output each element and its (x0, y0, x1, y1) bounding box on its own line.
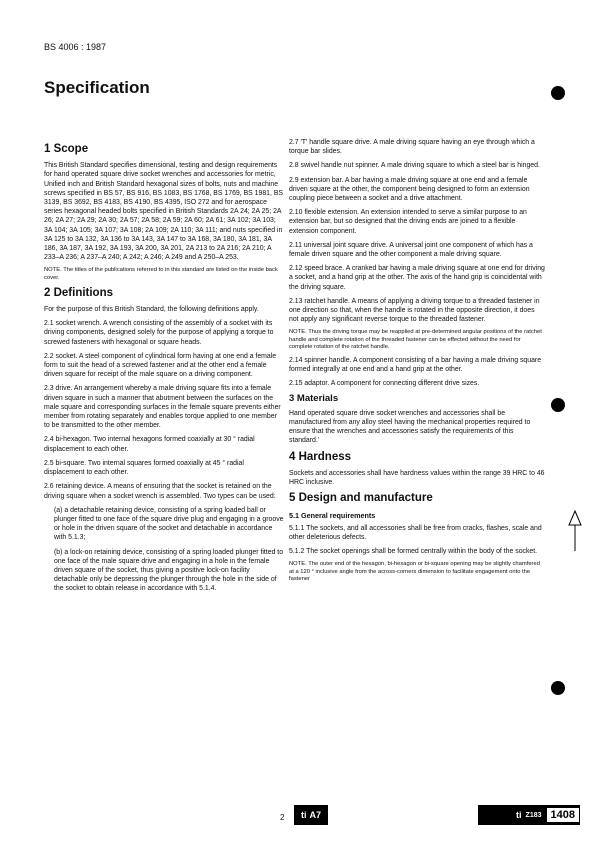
ti-logo-icon: ti (300, 810, 307, 820)
definition-2-6-a: (a) a detachable retaining device, consisting of a spring loaded ball or plunger fitted to one face of the square drive plug and engaging in a groove or hole in the driven square of the socket and detachable in accordance with 5.1.3; (54, 506, 284, 542)
left-column (44, 138, 284, 599)
definition-2-11: 2.11 universal joint square drive. A universal joint one component of which has a female driven square and the other component a male driving square. (289, 241, 533, 259)
definition-2-8: 2.8 swivel handle nut spinner. A male driving square to which a steel bar is hinged. (289, 162, 540, 170)
definition-2-3: 2.3 drive. An arrangement whereby a male driving square fits into a female driven square in such a manner that abutment between the surfaces on the male square and corresponding surfaces in the female square prevents either member from rotating separately and enables torque applied to one member to be transmitted to the other member. (44, 385, 281, 430)
page-title: Specification (44, 78, 150, 97)
badge-b-code: Z183 (525, 811, 542, 819)
materials-heading: 3 Materials (289, 392, 339, 404)
definition-2-13-note: NOTE. Thus the driving torque may be reapplied at pre-determined angular positions of the ratchet handle and complete rotation of the threaded fastener can be effected without the need for complete rotation of the ratchet handle. (289, 329, 542, 350)
page-number: 2 (280, 813, 285, 822)
definitions-heading: 2 Definitions (44, 286, 114, 299)
margin-dot-top (551, 86, 565, 100)
clause-5-1-2-note: NOTE. The outer end of the hexagon, bi-hexagon or bi-square opening may be slightly chamfered at a 120 ° inclusive angle from the across-corners dimension to facilitate engagement onto the fastener (289, 561, 540, 582)
margin-dot-middle (551, 398, 565, 412)
definition-2-15: 2.15 adaptor. A component for connecting different drive sizes. (289, 380, 480, 388)
clause-5-1-2: 5.1.2 The socket openings shall be formed centrally within the body of the socket. (289, 548, 538, 556)
general-requirements-heading: 5.1 General requirements (289, 510, 376, 520)
definitions-intro: For the purpose of this British Standard, the following definitions apply. (44, 306, 259, 314)
definition-2-14: 2.14 spinner handle. A component consisting of a bar having a male driving square formed integrally at one end and a hand grip at the other. (289, 357, 542, 374)
ti-logo-icon: ti (516, 810, 522, 820)
revision-marker-icon (567, 509, 583, 553)
scope-note: NOTE. The titles of the publications referred to in this standard are listed on the inside back cover. (44, 267, 278, 281)
definition-2-13: 2.13 ratchet handle. A means of applying a driving torque to a threaded fastener in one direction so that, when the handle is rotated in the opposite direction, it does not apply any significant reverse torque to the threaded fastener. (289, 297, 540, 324)
definition-2-10: 2.10 flexible extension. An extension intended to serve a similar purpose to an extension bar, but so designed that the driving ends are joined to a flexible extension component. (289, 209, 527, 235)
scope-heading: 1 Scope (44, 143, 89, 155)
badge-b-number: 1408 (546, 807, 580, 823)
design-heading: 5 Design and manufacture (289, 492, 433, 505)
margin-dot-bottom (551, 681, 565, 695)
definition-2-9: 2.9 extension bar. A bar having a male driving square at one end and a female driven square at the other, the component being designed to form an extension coupling piece between a socket and a drive attachment. (289, 176, 530, 203)
hardness-paragraph: Sockets and accessories shall have hardness values within the range 39 HRC to 46 HRC inclusive. (289, 469, 545, 487)
definition-2-1: 2.1 socket wrench. A wrench consisting of the assembly of a socket with its driving components, designed solely for the purpose of applying a torque to screwed fasteners with hexagonal or square heads. (44, 320, 274, 346)
publisher-badge-b (478, 805, 580, 825)
definition-2-5: 2.5 bi-square. Two internal squares formed coaxially at 45 ° radial displacement to each other. (44, 459, 244, 477)
clause-5-1-1: 5.1.1 The sockets, and all accessories shall be free from cracks, flashes, scale and other deleterious defects. (289, 524, 542, 541)
publisher-badge-a (294, 805, 328, 825)
right-column (289, 138, 545, 588)
definition-2-6: 2.6 retaining device. A means of ensuring that the socket is retained on the driving square when a socket wrench is assembled. Two types can be used: (44, 483, 276, 500)
scope-paragraph: This British Standard specifies dimensional, testing and design requirements for hand operated square drive socket wrenches and accessories for metric, Unified inch and British Standard hexagonal sizes of bolts, nuts and machine screws specified in BS 57, BS 916, BS 1083, BS 1768, BS 1769, BS 1981, BS 3139, BS 3692, BS 4183, BS 4190, BS 4395, ISO 272 and for aerospace series hexagonal headed bolts specified in British Standards 2A 24; 2A 25; 2A 26; 2A 27; 2A 29; 2A 30; 2A 57; 2A 58; 2A 59; 2A 60; 2A 61; 3A 102; 3A 103; 3A 104; 3A 105; 3A 107; 3A 108; 2A 109; 2A 110; 3A 111; and nuts specified in 3A 125 to 3A 132, 3A 136 to 3A 143, 3A 147 to 3A 168, 3A 180, 3A 181, 3A 186, 3A 187, 3A 192, 3A 193, 3A 200, 3A 201, 2A 213 to 2A 216; 2A 210; A 233–A 236; A 237–A 240; A 242; A 246; A 249 and A 250–A 253. (44, 162, 284, 262)
badge-a-label: A7 (309, 810, 321, 820)
definition-2-2: 2.2 socket. A steel component of cylindrical form having at one end a female form to suit the head of a screwed fastener and at the other end a female driven square for receipt of the male square on a driving component. (44, 352, 277, 379)
definition-2-4: 2.4 bi-hexagon. Two internal hexagons formed coaxially at 30 ° radial displacement to each other. (44, 436, 255, 453)
document-header: BS 4006 : 1987 (44, 42, 107, 52)
definition-2-12: 2.12 speed brace. A cranked bar having a male driving square at one end for driving a socket, and a hand grip at the other. The axis of the hand grip is coincidental with the driving square. (289, 265, 545, 291)
definition-2-6-b: (b) a lock-on retaining device, consisting of a spring loaded plunger fitted to one face of the male square drive and engaging in a hole in the female driven square of the socket, thus giving a positive lock-on facility detachable only be depressing the plunger through the hole in the side of the socket to obtain release in accordance with 5.1.4. (54, 548, 284, 593)
definition-2-7: 2.7 'T' handle square drive. A male driving square having an eye through which a torque bar slides. (289, 139, 535, 156)
materials-paragraph: Hand operated square drive socket wrenches and accessories shall be manufactured from any alloy steel having the mechanical properties required to ensure that the wrenches and accessories satisfy the requirements of this standard.' (289, 409, 531, 445)
hardness-heading: 4 Hardness (289, 450, 352, 463)
